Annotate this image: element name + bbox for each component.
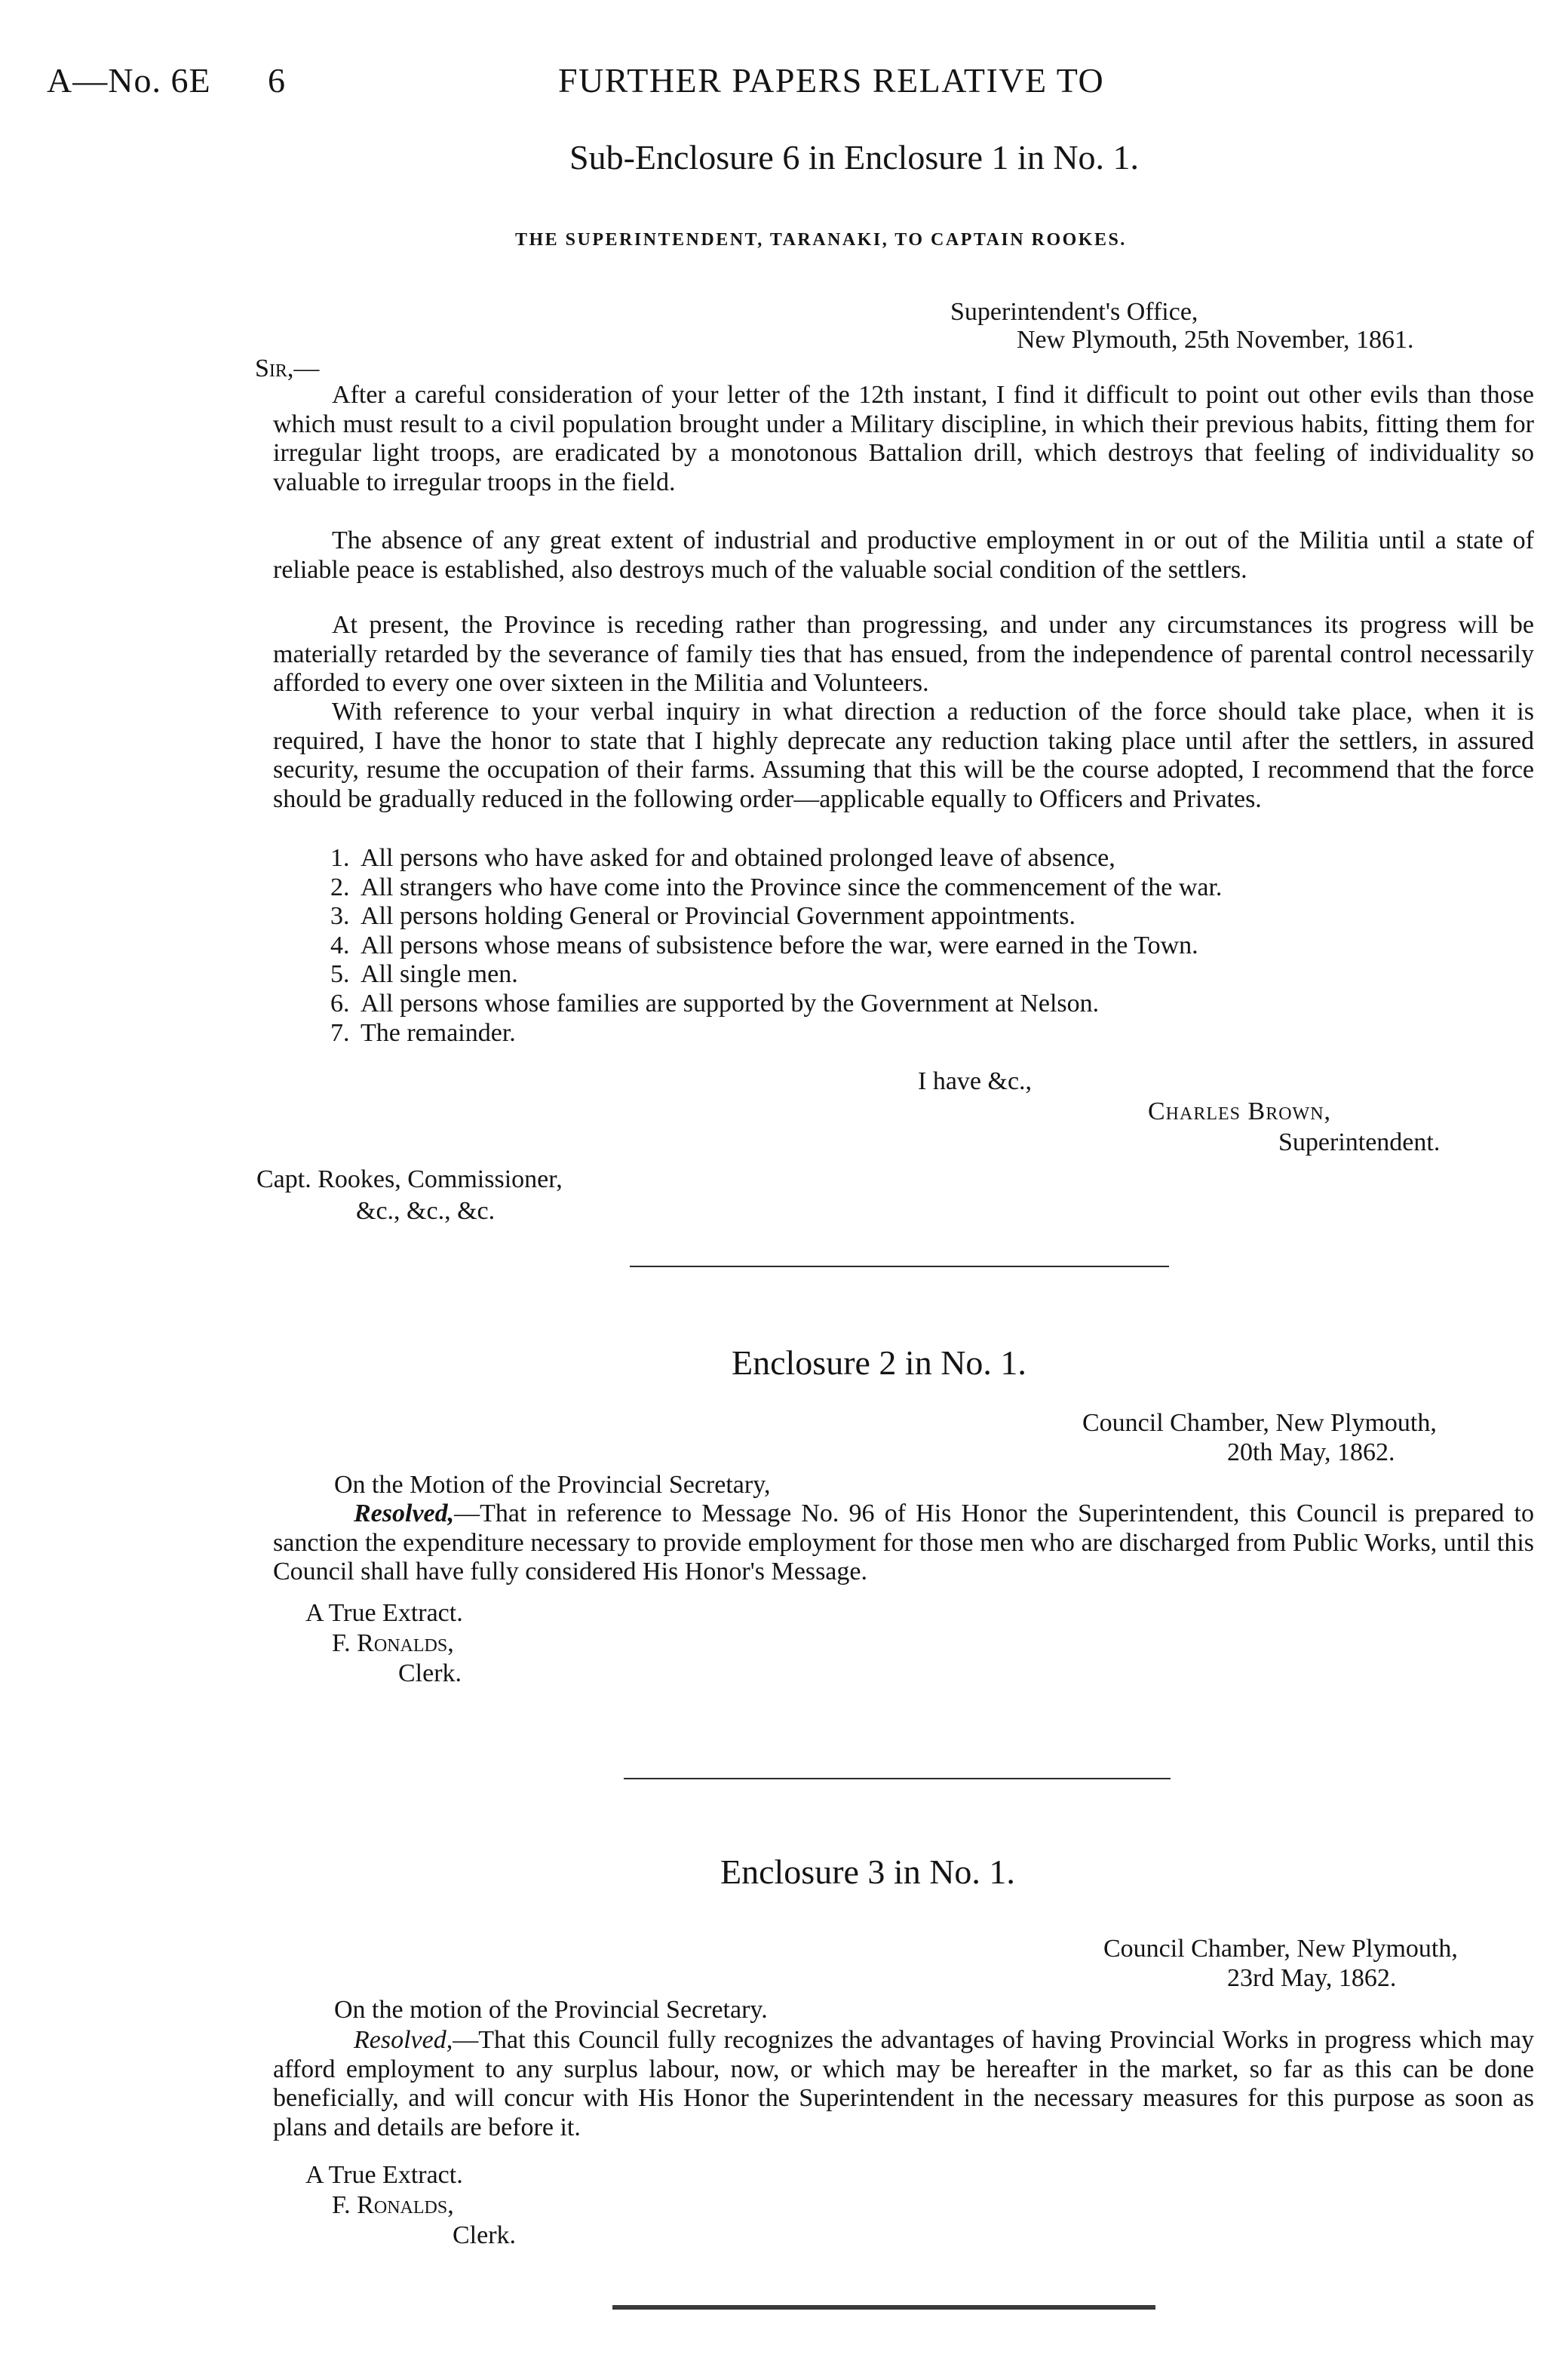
list-item [330, 1019, 1222, 1048]
clerk-name: F. Ronalds, [332, 1629, 454, 1657]
list-item-text: All persons whose families are supported by the Government at Nelson. [361, 989, 1100, 1018]
list-item-number: 5. [330, 960, 350, 989]
resolved-label: Resolved, [354, 2026, 453, 2054]
list-item-number: 3. [330, 902, 350, 931]
list-item-text: All single men. [361, 960, 518, 989]
addressee-line: Capt. Rookes, Commissioner, [256, 1165, 563, 1193]
signer-title: Superintendent. [1278, 1128, 1441, 1156]
list-item [330, 873, 1222, 903]
list-item [330, 960, 1222, 990]
signer-name: Charles Brown, [1148, 1097, 1332, 1125]
resolved-label: Resolved, [354, 1500, 455, 1527]
list-item-text: The remainder. [361, 1018, 516, 1047]
enclosure-2-date: 20th May, 1862. [1227, 1438, 1395, 1466]
sub-enclosure-heading: Sub-Enclosure 6 in Enclosure 1 in No. 1. [569, 138, 1140, 177]
list-item-number: 4. [330, 931, 350, 959]
enclosure-3-resolution [273, 2026, 1534, 2142]
list-item-number: 2. [330, 873, 350, 901]
list-item-text: All persons whose means of subsistence before the war, were earned in the Town. [361, 931, 1198, 959]
list-item-number: 1. [330, 844, 350, 872]
list-item-text: All persons holding General or Provincial Government appointments. [361, 902, 1076, 931]
enclosure-2-place: Council Chamber, New Plymouth, [1082, 1409, 1437, 1437]
list-item [330, 844, 1222, 873]
enclosure-3-motion: On the motion of the Provincial Secretary. [334, 1996, 768, 2024]
letter-place-date: New Plymouth, 25th November, 1861. [1017, 326, 1414, 354]
letter-salutation: Sir,— [255, 355, 320, 382]
letter-paragraph: At present, the Province is receding rather than progressing, and under any circumstances its progress will be materially retarded by the severance of family ties that has ensued, from the independence of parental control necessarily afforded to every one over sixteen in the Militia and Volunteers. [273, 611, 1534, 698]
letter-address-line: THE SUPERINTENDENT, TARANAKI, TO CAPTAIN ROOKES. [515, 230, 1127, 250]
letter-closing: I have &c., [918, 1067, 1033, 1095]
enclosure-3-place: Council Chamber, New Plymouth, [1103, 1935, 1458, 1963]
list-item-text: All strangers who have come into the Province since the commencement of the war. [361, 873, 1223, 901]
enclosure-2-heading: Enclosure 2 in No. 1. [732, 1343, 1026, 1382]
page-title: FURTHER PAPERS RELATIVE TO [558, 61, 1105, 100]
document-code: A—No. 6E [47, 61, 211, 100]
list-item-number: 7. [330, 1018, 350, 1047]
list-item [330, 902, 1222, 932]
letter-office: Superintendent's Office, [950, 298, 1198, 326]
true-extract-label: A True Extract. [305, 2161, 463, 2189]
enclosure-3-date: 23rd May, 1862. [1227, 1964, 1397, 1992]
list-item-number: 6. [330, 989, 350, 1018]
letter-paragraph: After a careful consideration of your letter of the 12th instant, I find it difficult to point out other evils than those which must result to a civil population brought under a Military discipline, in which their previous habits, fitting them for irregular light troops, are eradicated by a monotonous Battalion drill, which destroys that feeling of individuality so valuable to irregular troops in the field. [273, 381, 1534, 496]
addressee-line: &c., &c., &c. [356, 1197, 496, 1225]
resolution-text: —That this Council fully recognizes the advantages of having Provincial Works in progress which may afford employment to any surplus labour, now, or which may be hereafter in the market, so far as this can be done beneficially, and will concur with His Honor the Superintendent in the necessary measures for this purpose as soon as plans and details are before it. [273, 2026, 1534, 2141]
end-rule [612, 2305, 1155, 2310]
clerk-title: Clerk. [398, 1659, 462, 1687]
resolution-text: —That in reference to Message No. 96 of His Honor the Superintendent, this Council is prepared to sanction the expenditure necessary to provide employment for those men who are discharged from Public Works, until this Council shall have fully considered His Honor's Message. [273, 1500, 1534, 1586]
enclosure-3-heading: Enclosure 3 in No. 1. [720, 1853, 1015, 1891]
section-divider [624, 1778, 1171, 1779]
enclosure-2-motion: On the Motion of the Provincial Secretary, [334, 1471, 771, 1499]
letter-paragraph: With reference to your verbal inquiry in what direction a reduction of the force should take place, when it is required, I have the honor to state that I highly deprecate any reduction taking place until after the settlers, in assured security, resume the occupation of their farms. Assuming that this will be the course adopted, I recommend that the force should be gradually reduced in the following order—applicable equally to Officers and Privates. [273, 698, 1534, 813]
enclosure-2-resolution [273, 1500, 1534, 1587]
reduction-order-list [330, 844, 1222, 1048]
list-item [330, 990, 1222, 1019]
clerk-name: F. Ronalds, [332, 2191, 454, 2219]
clerk-title: Clerk. [453, 2221, 517, 2249]
true-extract-label: A True Extract. [305, 1599, 463, 1627]
section-divider [630, 1266, 1169, 1267]
list-item-text: All persons who have asked for and obtained prolonged leave of absence, [361, 844, 1115, 872]
page-number: 6 [268, 61, 285, 100]
list-item [330, 932, 1222, 961]
letter-paragraph: The absence of any great extent of industrial and productive employment in or out of the Militia until a state of reliable peace is established, also destroys much of the valuable social condition of the settlers. [273, 526, 1534, 584]
